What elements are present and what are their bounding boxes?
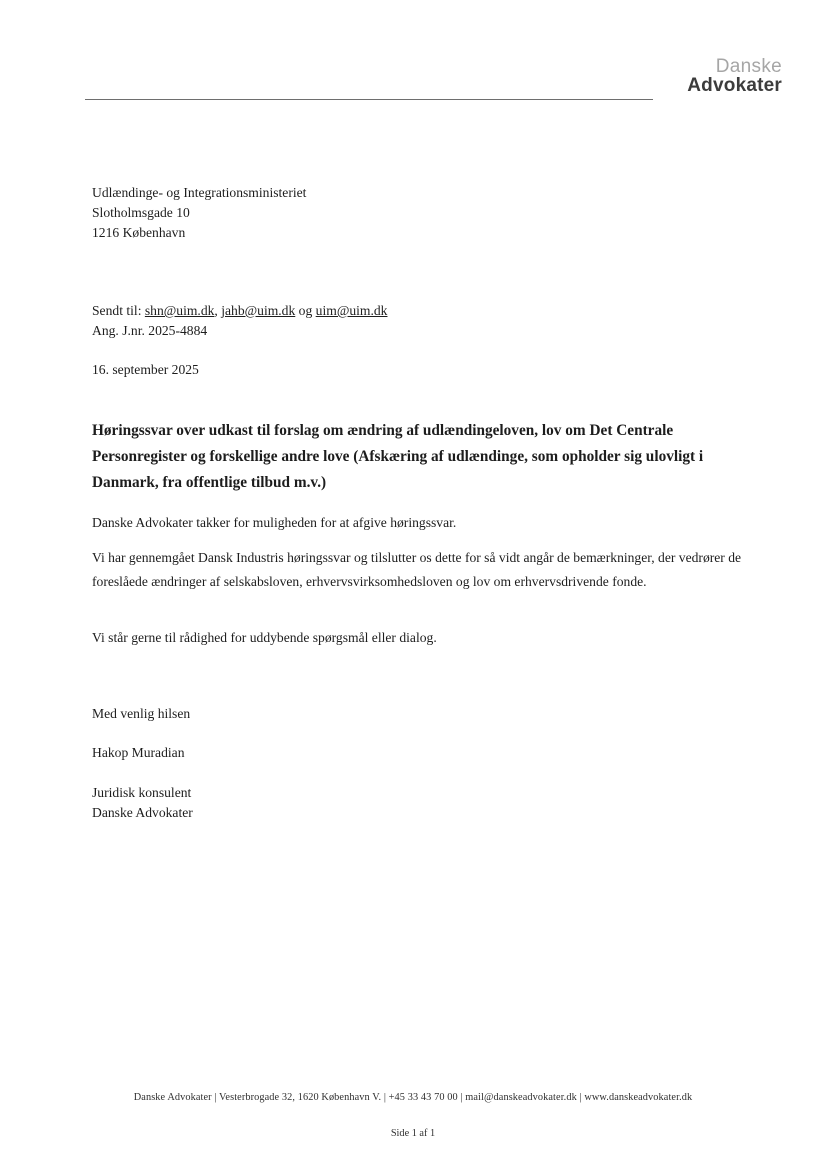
letter-heading: Høringssvar over udkast til forslag om ændring af udlændingeloven, lov om Det Centrale Personregister og forskellige andre love (Afskæring af udlændinge, som opholder sig ulovligt i Danmark, fra offentlige tilbud m.v.) [92, 422, 704, 491]
journal-number: Ang. J.nr. 2025-4884 [92, 323, 208, 338]
sent-to-conjunction: og [295, 303, 316, 318]
paragraph-availability: Vi står gerne til rådighed for uddybende spørgsmål eller dialog. [92, 630, 437, 645]
recipient-line-ministry: Udlændinge- og Integrationsministeriet [92, 185, 307, 200]
danske-advokater-logo [687, 57, 782, 96]
letter-date: 16. september 2025 [92, 362, 199, 377]
recipient-line-street: Slotholmsgade 10 [92, 205, 190, 220]
sent-to-prefix: Sendt til: [92, 303, 145, 318]
paragraph-main: Vi har gennemgået Dansk Industris høringssvar og tilslutter os dette for så vidt angår de bemærkninger, der vedrører de foreslåede ændringer af selskabsloven, erhvervsvirksomhedsloven og lov om erhvervsdrivende fonde. [92, 550, 742, 589]
signature-organization: Danske Advokater [92, 805, 193, 820]
recipient-address [92, 183, 306, 243]
email-link-uim[interactable]: uim@uim.dk [315, 303, 388, 318]
logo-text-advokater: Advokater [687, 75, 782, 97]
paragraph-thanks: Danske Advokater takker for muligheden for at afgive høringssvar. [92, 515, 457, 530]
closing-salutation: Med venlig hilsen [92, 706, 191, 721]
email-link-shn[interactable]: shn@uim.dk [144, 303, 215, 318]
sent-to-separator: , [214, 303, 222, 318]
page-number: Side 1 af 1 [390, 1128, 436, 1139]
footer-contact-info: Danske Advokater | Vesterbrogade 32, 1620 København V. | +45 33 43 70 00 | mail@danskeadvokater.dk | www.danskeadvokater.dk [133, 1092, 693, 1103]
sent-to-line [92, 301, 387, 321]
email-link-jahb[interactable]: jahb@uim.dk [221, 303, 296, 318]
signature-name: Hakop Muradian [92, 745, 185, 760]
signature-title: Juridisk konsulent [92, 785, 192, 800]
signature-block [92, 783, 193, 823]
recipient-line-city: 1216 København [92, 225, 186, 240]
header-divider [85, 99, 653, 100]
sent-to-section [92, 301, 387, 341]
logo-text-danske: Danske [715, 56, 782, 77]
